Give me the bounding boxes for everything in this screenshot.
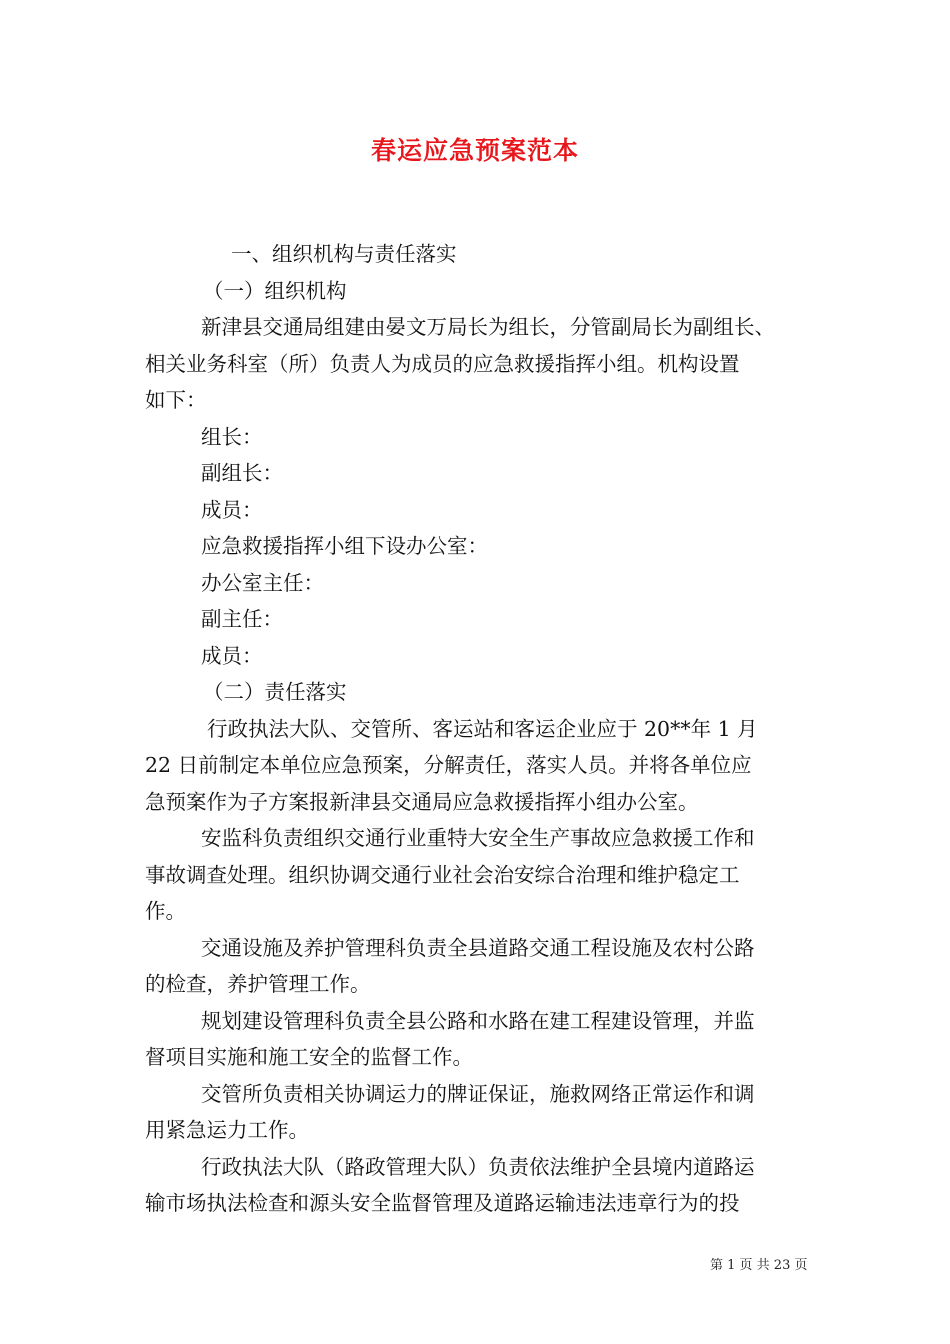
section-heading: 一、组织机构与责任落实 (231, 242, 457, 266)
paragraph-line: 安监科负责组织交通行业重特大安全生产事故应急救援工作和 (201, 826, 755, 850)
paragraph-line: 如下： (145, 388, 207, 412)
paragraph-line: 事故调查处理。组织协调交通行业社会治安综合治理和维护稳定工 (145, 862, 740, 887)
subsection-heading: （一）组织机构 (203, 278, 347, 303)
document-title: 春运应急预案范本 (370, 136, 579, 165)
paragraph-line: 新津县交通局组建由晏文万局长为组长，分管副局长为副组长、 (201, 315, 775, 339)
paragraph-line: 规划建设管理科负责全县公路和水路在建工程建设管理，并监 (201, 1008, 755, 1033)
list-item: 副组长： (201, 461, 283, 485)
paragraph-line: 急预案作为子方案报新津县交通局应急救援指挥小组办公室。 (145, 789, 699, 814)
list-item: 副主任： (201, 607, 283, 631)
paragraph-line: 交管所负责相关协调运力的牌证保证，施救网络正常运作和调 (201, 1081, 755, 1106)
paragraph-line: 行政执法大队（路政管理大队）负责依法维护全县境内道路运 (201, 1154, 755, 1179)
paragraph-line: 行政执法大队、交管所、客运站和客运企业应于 20**年 1 月 (207, 716, 758, 741)
paragraph-line: 用紧急运力工作。 (145, 1118, 309, 1142)
list-item: 应急救援指挥小组下设办公室： (201, 534, 488, 558)
page-number: 第 1 页 共 23 页 (710, 1258, 808, 1273)
paragraph-line: 22 日前制定本单位应急预案，分解责任，落实人员。并将各单位应 (145, 753, 752, 777)
list-item: 组长： (201, 424, 263, 449)
paragraph-line: 作。 (145, 899, 186, 923)
paragraph-line: 督项目实施和施工安全的监督工作。 (145, 1045, 473, 1069)
list-item: 成员： (201, 643, 263, 668)
paragraph-line: 交通设施及养护管理科负责全县道路交通工程设施及农村公路 (201, 935, 755, 960)
subsection-heading: （二）责任落实 (203, 680, 347, 704)
list-item: 成员： (201, 497, 263, 522)
paragraph-line: 的检查，养护管理工作。 (145, 972, 371, 996)
paragraph-line: 输市场执法检查和源头安全监督管理及道路运输违法违章行为的投 (145, 1191, 740, 1215)
list-item: 办公室主任： (201, 570, 324, 595)
paragraph-line: 相关业务科室（所）负责人为成员的应急救援指挥小组。机构设置 (145, 351, 740, 376)
document-body (145, 236, 810, 1222)
